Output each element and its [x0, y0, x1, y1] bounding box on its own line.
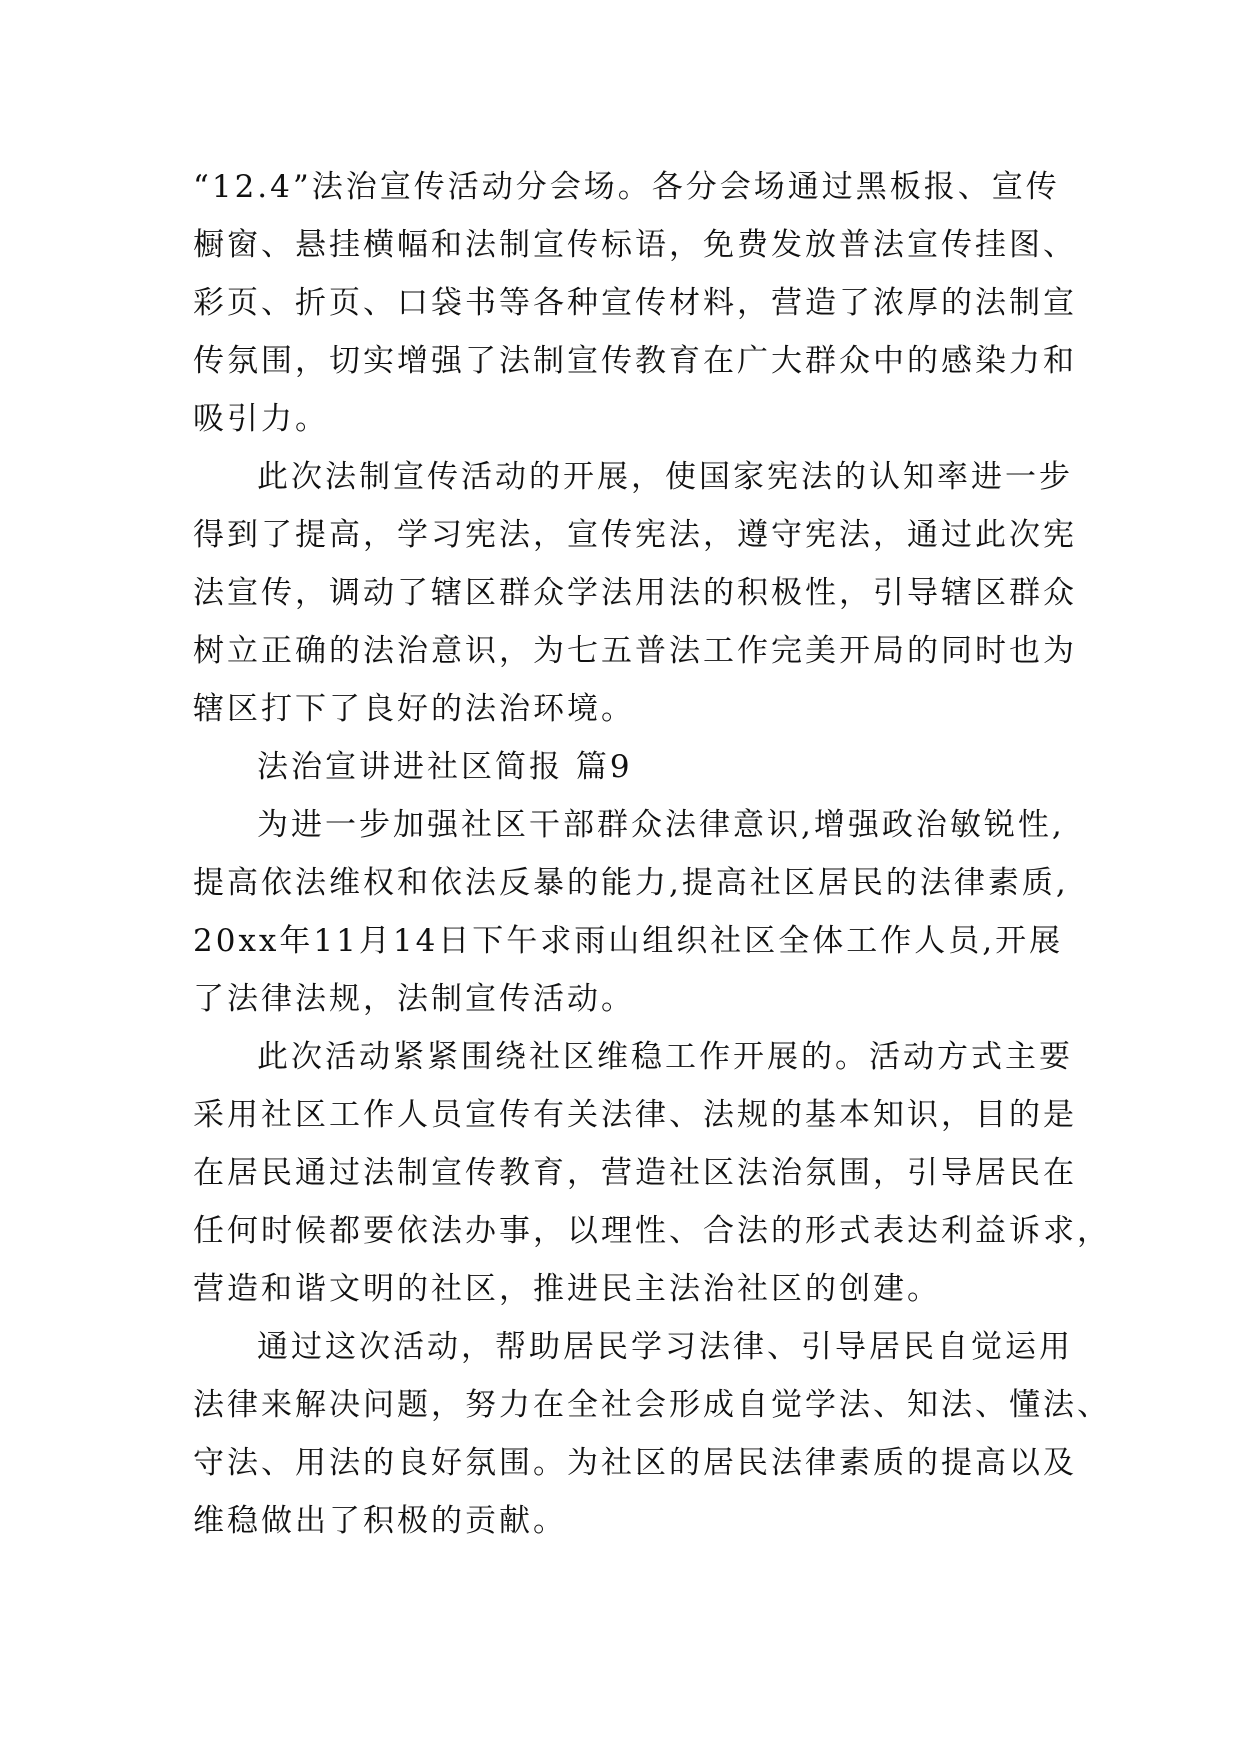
text-line: 在居民通过法制宣传教育，营造社区法治氛围，引导居民在	[193, 1155, 1077, 1191]
text-line: 得到了提高，学习宪法，宣传宪法，遵守宪法，通过此次宪	[193, 517, 1077, 553]
paragraph-first-line: 此次法制宣传活动的开展，使国家宪法的认知率进一步	[257, 459, 1073, 495]
text-line: 提高依法维权和依法反暴的能力,提高社区居民的法律素质,	[193, 865, 1069, 901]
text-line: 了法律法规，法制宣传活动。	[193, 981, 635, 1017]
text-line: 橱窗、悬挂横幅和法制宣传标语，免费发放普法宣传挂图、	[193, 227, 1077, 263]
paragraph-first-line: 通过这次活动，帮助居民学习法律、引导居民自觉运用	[257, 1329, 1073, 1365]
text-line: 树立正确的法治意识，为七五普法工作完美开局的同时也为	[193, 633, 1077, 669]
text-line: 彩页、折页、口袋书等各种宣传材料，营造了浓厚的法制宣	[193, 285, 1077, 321]
text-line: 采用社区工作人员宣传有关法律、法规的基本知识，目的是	[193, 1097, 1077, 1133]
text-line: 营造和谐文明的社区，推进民主法治社区的创建。	[193, 1271, 941, 1307]
section-heading: 法治宣讲进社区简报 篇9	[257, 749, 633, 785]
paragraph-first-line: 此次活动紧紧围绕社区维稳工作开展的。活动方式主要	[257, 1039, 1073, 1075]
text-line: 传氛围，切实增强了法制宣传教育在广大群众中的感染力和	[193, 343, 1077, 379]
text-line: 任何时候都要依法办事，以理性、合法的形式表达利益诉求，	[193, 1213, 1111, 1249]
text-line: 20xx年11月14日下午求雨山组织社区全体工作人员,开展	[193, 923, 1064, 959]
text-line: “12.4”法治宣传活动分会场。各分会场通过黑板报、宣传	[193, 169, 1060, 205]
text-line: 法律来解决问题，努力在全社会形成自觉学法、知法、懂法、	[193, 1387, 1111, 1423]
text-line: 吸引力。	[193, 401, 329, 437]
text-line: 法宣传，调动了辖区群众学法用法的积极性，引导辖区群众	[193, 575, 1077, 611]
document-body	[193, 158, 1111, 1550]
paragraph-first-line: 为进一步加强社区干部群众法律意识,增强政治敏锐性,	[257, 807, 1065, 843]
text-line: 守法、用法的良好氛围。为社区的居民法律素质的提高以及	[193, 1445, 1077, 1481]
text-line: 辖区打下了良好的法治环境。	[193, 691, 635, 727]
text-line: 维稳做出了积极的贡献。	[193, 1503, 567, 1539]
